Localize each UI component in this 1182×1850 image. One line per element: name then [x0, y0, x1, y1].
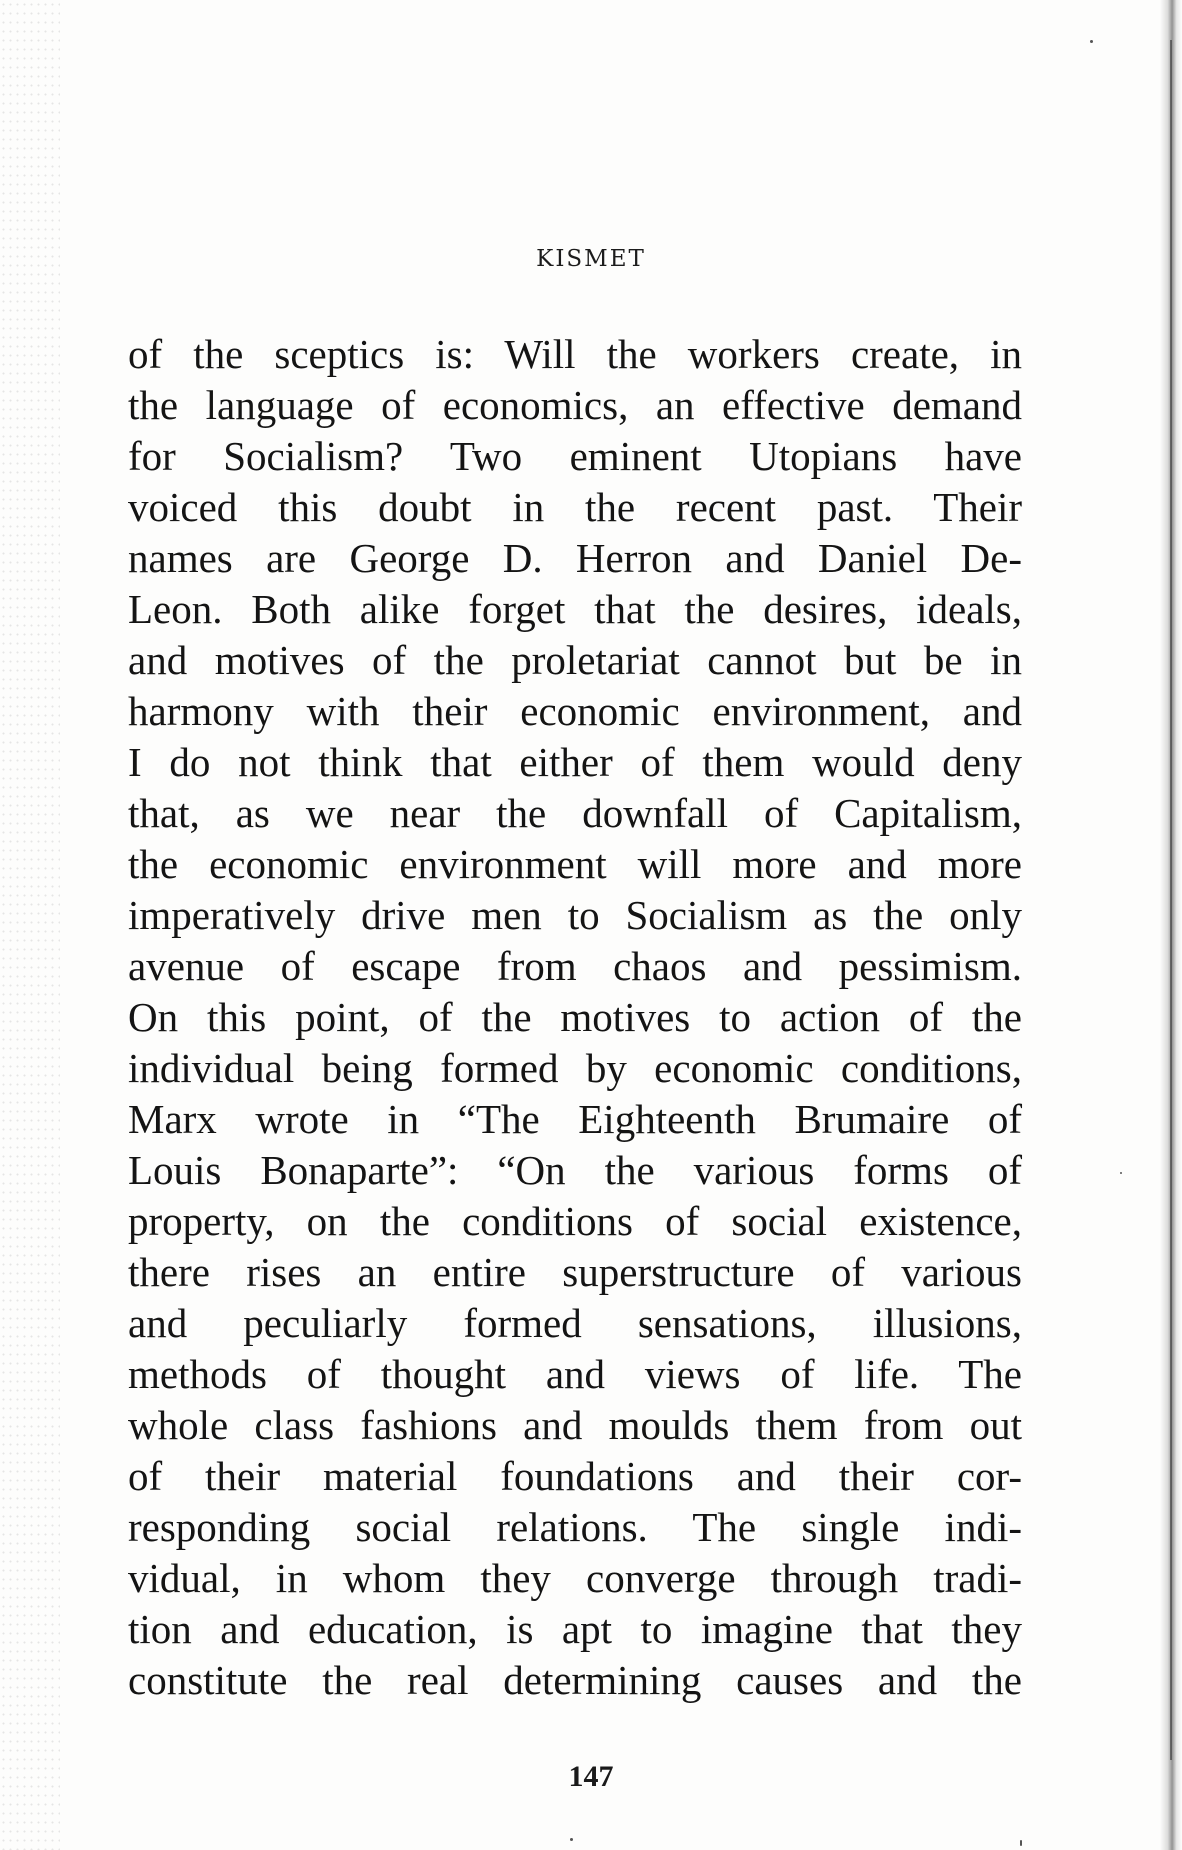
text-line: individual being formed by economic conditions,: [128, 1045, 1022, 1091]
running-head: KISMET: [536, 246, 646, 272]
text-line: harmony with their economic environment, and: [128, 688, 1022, 734]
page-edge-line: [1170, 40, 1172, 1760]
text-line: I do not think that either of them would deny: [128, 739, 1022, 785]
text-line: Louis Bonaparte”: “On the various forms of: [128, 1147, 1022, 1193]
text-line: and motives of the proletariat cannot but be in: [128, 637, 1022, 683]
text-line: whole class fashions and moulds them from out: [128, 1402, 1022, 1448]
text-line: of their material foundations and their cor-: [128, 1453, 1022, 1499]
text-line: and peculiarly formed sensations, illusions,: [128, 1300, 1022, 1346]
text-line: constitute the real determining causes and the: [128, 1657, 1022, 1703]
text-line: imperatively drive men to Socialism as the only: [128, 892, 1022, 938]
scan-speck: [570, 1838, 573, 1841]
scan-speck: [1020, 1840, 1022, 1846]
left-margin-scan-noise: [0, 0, 60, 1850]
text-line: responding social relations. The single indi-: [128, 1504, 1022, 1550]
text-line: tion and education, is apt to imagine that they: [128, 1606, 1022, 1652]
text-line: Marx wrote in “The Eighteenth Brumaire of: [128, 1096, 1022, 1142]
page-number: 147: [568, 1760, 614, 1793]
text-line: voiced this doubt in the recent past. Their: [128, 484, 1022, 530]
text-line: methods of thought and views of life. The: [128, 1351, 1022, 1397]
text-line: Leon. Both alike forget that the desires, ideals,: [128, 586, 1022, 632]
text-line: for Socialism? Two eminent Utopians have: [128, 433, 1022, 479]
text-line: avenue of escape from chaos and pessimism.: [128, 943, 1022, 989]
text-line: there rises an entire superstructure of various: [128, 1249, 1022, 1295]
scan-speck: [1090, 40, 1093, 43]
text-line: the language of economics, an effective demand: [128, 382, 1022, 428]
body-text: [128, 329, 1022, 1706]
scan-speck: [1120, 1172, 1122, 1174]
text-line: property, on the conditions of social existence,: [128, 1198, 1022, 1244]
text-line: vidual, in whom they converge through tradi-: [128, 1555, 1022, 1601]
text-line: the economic environment will more and more: [128, 841, 1022, 887]
text-line: names are George D. Herron and Daniel De-: [128, 535, 1022, 581]
text-line: of the sceptics is: Will the workers create, in: [128, 331, 1022, 377]
text-line: that, as we near the downfall of Capitalism,: [128, 790, 1022, 836]
text-line: On this point, of the motives to action of the: [128, 994, 1022, 1040]
